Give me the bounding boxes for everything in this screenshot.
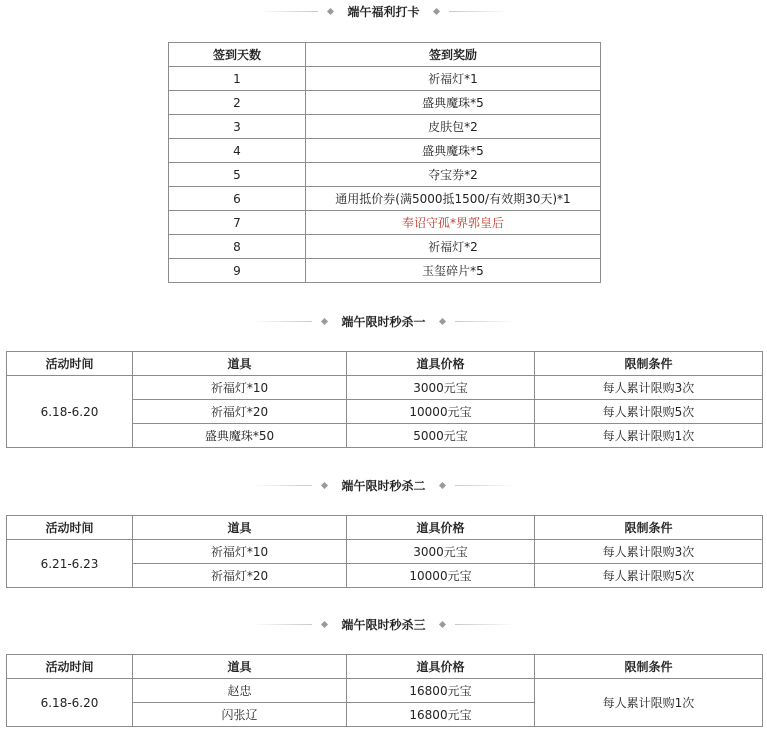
table-row — [7, 540, 763, 564]
reward-cell: 盛典魔珠*5 — [306, 139, 601, 163]
diamond-icon — [432, 7, 439, 14]
section-title-checkin — [0, 1, 767, 21]
table-row — [169, 259, 601, 283]
item-cell: 祈福灯*20 — [133, 400, 347, 424]
item-cell: 祈福灯*20 — [133, 564, 347, 588]
item-cell: 盛典魔珠*50 — [133, 424, 347, 448]
day-cell: 3 — [169, 115, 306, 139]
reward-cell: 盛典魔珠*5 — [306, 91, 601, 115]
limit-cell: 每人累计限购1次 — [535, 679, 763, 727]
item-cell: 祈福灯*10 — [133, 376, 347, 400]
activity-time-cell: 6.21-6.23 — [7, 540, 133, 588]
reward-cell-highlight: 奉诏守孤*界郭皇后 — [306, 211, 601, 235]
table-row — [169, 187, 601, 211]
table-header-row — [7, 516, 763, 540]
price-cell: 16800元宝 — [347, 703, 535, 727]
section-title-text: 端午限时秒杀三 — [341, 617, 426, 632]
diamond-icon — [321, 317, 328, 324]
divider-line-left — [258, 11, 318, 12]
table-row — [7, 376, 763, 400]
checkin-table — [168, 42, 601, 283]
reward-cell: 玉玺碎片*5 — [306, 259, 601, 283]
item-cell: 闪张辽 — [133, 703, 347, 727]
day-cell: 4 — [169, 139, 306, 163]
price-cell: 10000元宝 — [347, 564, 535, 588]
divider-line-right — [455, 321, 515, 322]
diamond-icon — [438, 481, 445, 488]
limit-cell: 每人累计限购1次 — [535, 424, 763, 448]
header-item: 道具 — [133, 655, 347, 679]
reward-cell: 夺宝券*2 — [306, 163, 601, 187]
header-item-price: 道具价格 — [347, 352, 535, 376]
price-cell: 5000元宝 — [347, 424, 535, 448]
table-row — [169, 163, 601, 187]
table-header-row — [169, 43, 601, 67]
diamond-icon — [321, 620, 328, 627]
section-title-text: 端午限时秒杀二 — [341, 478, 426, 493]
table-row — [169, 235, 601, 259]
table-row — [169, 139, 601, 163]
divider-line-left — [252, 624, 312, 625]
limit-cell: 每人累计限购5次 — [535, 400, 763, 424]
header-limit: 限制条件 — [535, 516, 763, 540]
reward-cell: 通用抵价券(满5000抵1500/有效期30天)*1 — [306, 187, 601, 211]
activity-time-cell: 6.18-6.20 — [7, 679, 133, 727]
header-limit: 限制条件 — [535, 352, 763, 376]
item-cell: 赵忠 — [133, 679, 347, 703]
diamond-icon — [327, 7, 334, 14]
divider-line-left — [252, 321, 312, 322]
price-cell: 3000元宝 — [347, 540, 535, 564]
divider-line-right — [455, 485, 515, 486]
table-row — [169, 211, 601, 235]
header-activity-time: 活动时间 — [7, 516, 133, 540]
day-cell: 8 — [169, 235, 306, 259]
sale1-table — [6, 351, 763, 448]
table-row — [169, 91, 601, 115]
header-checkin-days: 签到天数 — [169, 43, 306, 67]
price-cell: 16800元宝 — [347, 679, 535, 703]
diamond-icon — [438, 317, 445, 324]
day-cell: 2 — [169, 91, 306, 115]
day-cell: 6 — [169, 187, 306, 211]
section-title-text: 端午福利打卡 — [347, 4, 420, 19]
section-title-sale3 — [0, 614, 767, 634]
price-cell: 10000元宝 — [347, 400, 535, 424]
table-row — [7, 679, 763, 703]
reward-cell: 皮肤包*2 — [306, 115, 601, 139]
divider-line-right — [455, 624, 515, 625]
sale2-table — [6, 515, 763, 588]
limit-cell: 每人累计限购3次 — [535, 376, 763, 400]
header-item: 道具 — [133, 516, 347, 540]
day-cell: 9 — [169, 259, 306, 283]
header-activity-time: 活动时间 — [7, 352, 133, 376]
header-checkin-reward: 签到奖励 — [306, 43, 601, 67]
diamond-icon — [438, 620, 445, 627]
price-cell: 3000元宝 — [347, 376, 535, 400]
reward-cell: 祈福灯*2 — [306, 235, 601, 259]
header-limit: 限制条件 — [535, 655, 763, 679]
limit-cell: 每人累计限购5次 — [535, 564, 763, 588]
sale3-table — [6, 654, 763, 727]
section-title-sale2 — [0, 475, 767, 495]
day-cell: 5 — [169, 163, 306, 187]
table-header-row — [7, 655, 763, 679]
limit-cell: 每人累计限购3次 — [535, 540, 763, 564]
table-row — [169, 115, 601, 139]
divider-line-right — [449, 11, 509, 12]
diamond-icon — [321, 481, 328, 488]
header-item: 道具 — [133, 352, 347, 376]
activity-time-cell: 6.18-6.20 — [7, 376, 133, 448]
table-header-row — [7, 352, 763, 376]
header-item-price: 道具价格 — [347, 516, 535, 540]
section-title-text: 端午限时秒杀一 — [341, 314, 426, 329]
header-activity-time: 活动时间 — [7, 655, 133, 679]
item-cell: 祈福灯*10 — [133, 540, 347, 564]
section-title-sale1 — [0, 311, 767, 331]
table-row — [169, 67, 601, 91]
header-item-price: 道具价格 — [347, 655, 535, 679]
day-cell: 7 — [169, 211, 306, 235]
reward-cell: 祈福灯*1 — [306, 67, 601, 91]
divider-line-left — [252, 485, 312, 486]
day-cell: 1 — [169, 67, 306, 91]
